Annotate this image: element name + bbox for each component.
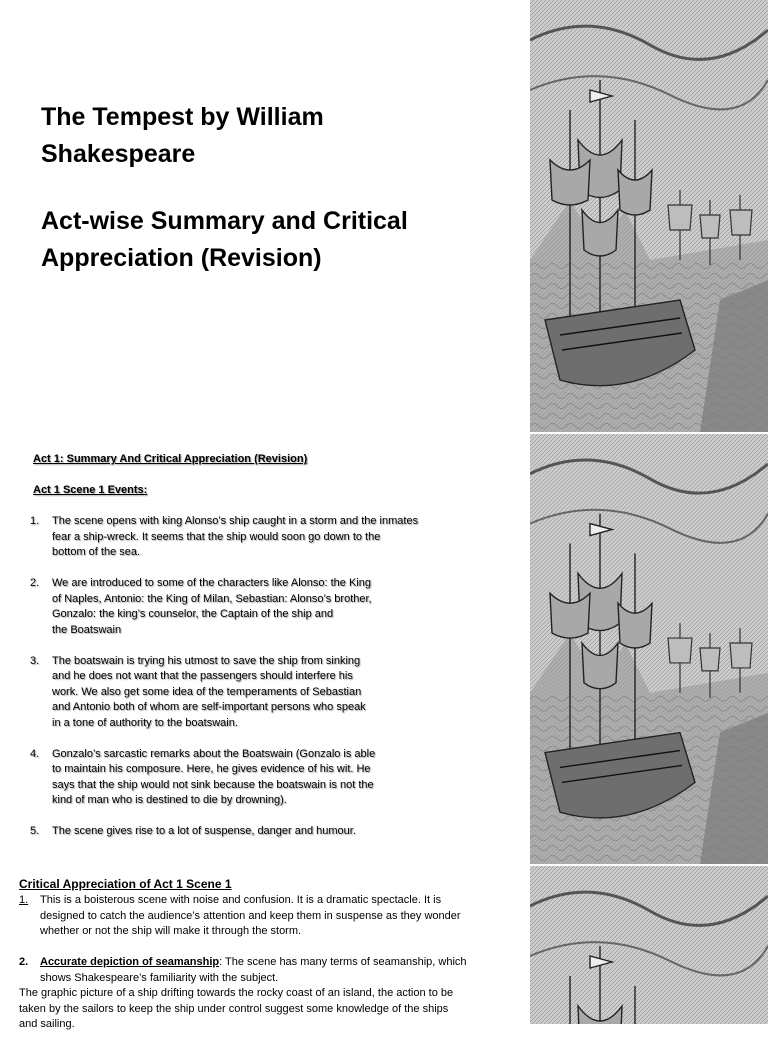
list-line: kind of man who is destined to die by drowning).	[52, 794, 287, 806]
list-item	[19, 893, 519, 940]
list-number: 2.	[19, 956, 29, 968]
bold-term: Accurate depiction of seamanship	[40, 956, 220, 968]
act-heading: Act 1: Summary And Critical Appreciation (Revision)	[33, 453, 308, 465]
list-line: and sailing.	[19, 1018, 75, 1030]
ship-engraving-icon	[530, 0, 768, 432]
ship-engraving-svg	[530, 0, 768, 432]
list-item	[30, 824, 460, 840]
subtitle-line: Appreciation (Revision)	[41, 244, 322, 272]
ship-engraving-svg	[530, 434, 768, 864]
list-line: Gonzalo’s sarcastic remarks about the Boatswain (Gonzalo is able	[52, 747, 376, 760]
title-line: Shakespeare	[41, 140, 196, 168]
list-line: bottom of the sea.	[52, 546, 141, 558]
list-item	[30, 654, 460, 732]
list-item	[19, 955, 519, 1033]
page-subtitle	[41, 203, 511, 277]
list-item	[30, 747, 460, 809]
ship-engraving-icon	[530, 434, 768, 864]
title-slide	[0, 0, 530, 432]
critical-list	[19, 893, 519, 1048]
list-number: 1.	[30, 515, 40, 527]
events-list	[30, 514, 460, 855]
list-number: 1.	[19, 894, 29, 906]
list-line: taken by the sailors to keep the ship under control suggest some knowledge of the ships	[19, 1002, 449, 1015]
list-number: 4.	[30, 747, 40, 760]
list-line: of Naples, Antonio: the King of Milan, Sebastian: Alonso’s brother,	[52, 592, 372, 605]
critical-heading: Critical Appreciation of Act 1 Scene 1	[19, 877, 232, 891]
subtitle-line: Act-wise Summary and Critical	[41, 207, 408, 235]
list-line: The scene opens with king Alonso’s ship caught in a storm and the inmates	[52, 515, 419, 527]
list-line: We are introduced to some of the characters like Alonso: the King	[52, 577, 371, 589]
list-line	[40, 955, 519, 971]
list-item	[30, 514, 460, 561]
inline-text: : The scene has many terms of seamanship, which	[219, 956, 467, 968]
list-line: the Boatswain	[52, 623, 122, 636]
list-number: 5.	[30, 825, 40, 837]
list-line: The scene gives rise to a lot of suspense, danger and humour.	[52, 825, 356, 837]
page-title	[41, 99, 511, 173]
list-line: whether or not the ship will make it through the storm.	[40, 925, 302, 937]
list-line: work. We also get some idea of the temperaments of Sebastian	[52, 685, 362, 698]
list-number: 2.	[30, 577, 40, 589]
critical-appreciation-slide	[0, 866, 530, 1030]
list-item	[30, 576, 460, 638]
list-line: and Antonio both of whom are self-important persons who speak	[52, 701, 366, 713]
list-line: says that the ship would not sink because the boatswain is not the	[52, 778, 374, 791]
scene-heading: Act 1 Scene 1 Events:	[33, 484, 148, 496]
ship-engraving-icon	[530, 866, 768, 1024]
list-line: shows Shakespeare’s familiarity with the subject.	[40, 971, 279, 984]
list-line: and he does not want that the passengers should interfere his	[52, 670, 353, 682]
list-number: 3.	[30, 654, 40, 667]
list-line: designed to catch the audience’s attention and keep them in suspense as they wonder	[40, 909, 461, 922]
list-line: The graphic picture of a ship drifting towards the rocky coast of an island, the action to be	[19, 987, 454, 999]
ship-engraving-svg	[530, 866, 768, 1024]
list-line: fear a ship-wreck. It seems that the ship would soon go down to the	[52, 530, 381, 543]
image-column	[530, 0, 768, 1024]
list-line: to maintain his composure. Here, he gives evidence of his wit. He	[52, 763, 371, 775]
list-line: in a tone of authority to the boatswain.	[52, 716, 238, 729]
title-line: The Tempest by William	[41, 103, 324, 131]
list-line: Gonzalo: the king’s counselor, the Captain of the ship and	[52, 608, 334, 620]
act1-summary-slide	[0, 434, 530, 864]
list-line: This is a boisterous scene with noise and confusion. It is a dramatic spectacle. It is	[40, 894, 442, 906]
list-line: The boatswain is trying his utmost to save the ship from sinking	[52, 654, 361, 667]
